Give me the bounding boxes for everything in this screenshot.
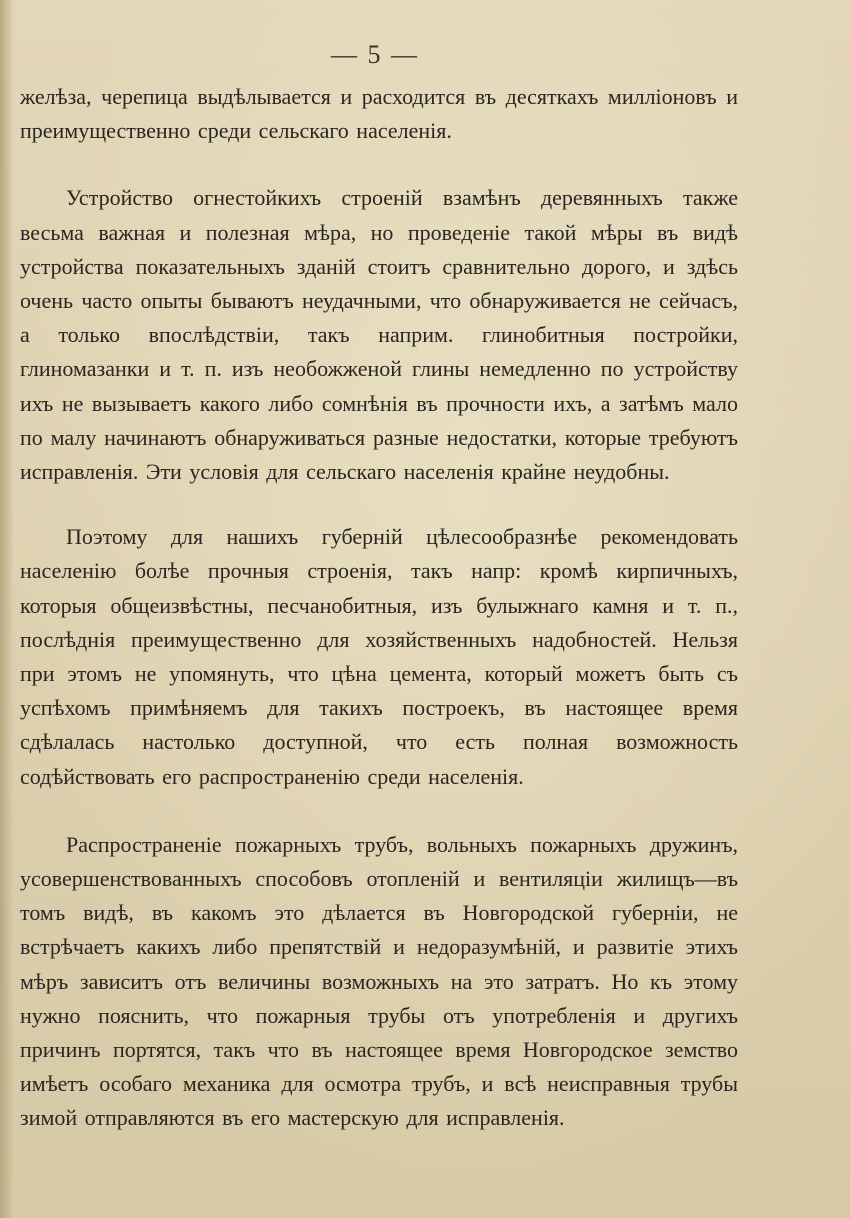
page-number: — 5 — [331, 40, 419, 69]
paragraph-fire-pumps: Распространеніе пожарныхъ трубъ, вольныхъ пожарныхъ дружинъ, усовершенствованныхъ способовъ отопленій и вентиляціи жилищъ—въ томъ видѣ, въ какомъ это дѣлается въ Новгородской губерніи, не встрѣчаетъ какихъ либо препятствій и недоразумѣній, и развитіе этихъ мѣръ зависитъ отъ величины возможныхъ на это затратъ. Но къ этому нужно пояснить, что пожарныя трубы отъ употребленія и другихъ причинъ портятся, такъ что въ настоящее время Новгородское земство имѣетъ особаго механика для осмотра трубъ, и всѣ неисправныя трубы зимой отправляются въ его мастерскую для исправленія. [20, 831, 738, 1131]
paragraph-continuation: желѣза, черепица выдѣлывается и расходится въ десяткахъ милліоновъ и преимущественно среди сельскаго населенія. [20, 84, 738, 144]
body-text [20, 80, 738, 1136]
page-binding-edge [0, 0, 14, 1218]
paragraph-fireproof-buildings: Устройство огнестойкихъ строеній взамѣнъ деревянныхъ также весьма важная и полезная мѣра, но проведеніе такой мѣры въ видѣ устройства показательныхъ зданій стоитъ сравнительно дорого, и здѣсь очень часто опыты бываютъ неудачными, что обнаруживается не сейчасъ, а только впослѣдствіи, такъ наприм. глинобитныя постройки, глиномазанки и т. п. изъ необожженой глины немедленно по устройству ихъ не вызываетъ какого либо сомнѣнія въ прочности ихъ, а затѣмъ мало по малу начинаютъ обнаруживаться разные недостатки, которые требуютъ исправленія. Эти условія для сельскаго населенія крайне неудобны. [20, 185, 738, 485]
paragraph-durable-structures: Поэтому для нашихъ губерній цѣлесообразнѣе рекомендовать населенію болѣе прочныя строенія, такъ напр: кромѣ кирпичныхъ, которыя общеизвѣстны, песчанобитныя, изъ булыжнаго камня и т. п., послѣднія преимущественно для хозяйственныхъ надобностей. Нельзя при этомъ не упомянуть, что цѣна цемента, который можетъ быть съ успѣхомъ примѣняемъ для такихъ построекъ, въ настоящее время сдѣлалась настолько доступной, что есть полная возможность содѣйствовать его распространенію среди населенія. [20, 524, 738, 789]
